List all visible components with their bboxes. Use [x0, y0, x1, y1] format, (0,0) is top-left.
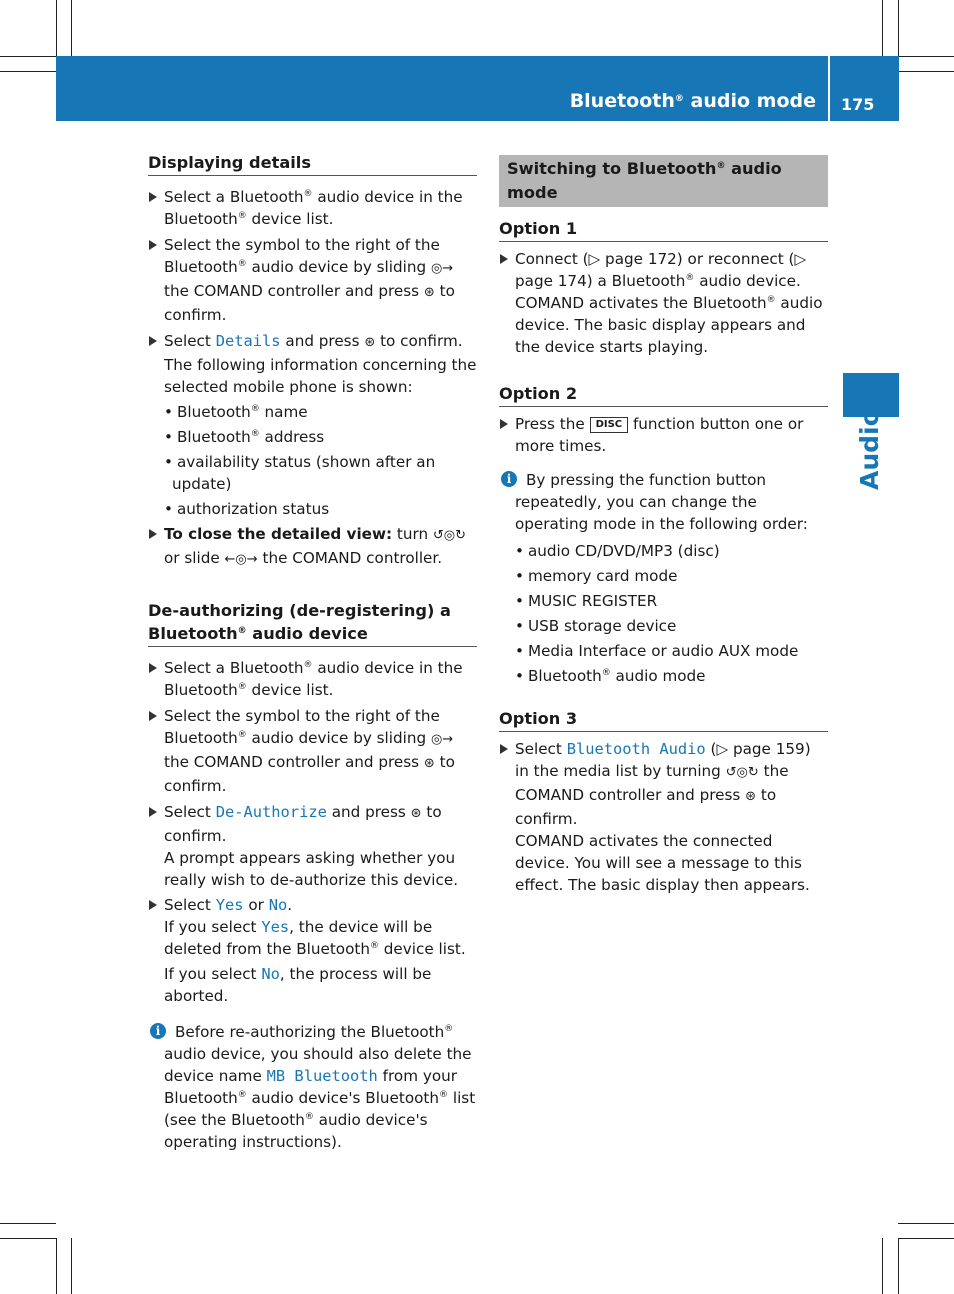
- crop-mark: [0, 71, 56, 72]
- crop-mark: [898, 0, 899, 56]
- section-label: Audio: [855, 409, 884, 490]
- step: To close the detailed view: turn ↺◎↻ or slide ←◎→ the COMAND controller.: [148, 523, 477, 571]
- step: Select a Bluetooth® audio device in the Bluetooth® device list.: [148, 186, 477, 230]
- list-item: • memory card mode: [499, 565, 828, 587]
- list-item: • availability status (shown after an update): [148, 451, 477, 495]
- info-note: i By pressing the function button repeatedly, you can change the operating mode in the following order:: [499, 469, 828, 535]
- list-item: • audio CD/DVD/MP3 (disc): [499, 540, 828, 562]
- list-item: • Bluetooth® address: [148, 426, 477, 448]
- displaying-details-heading: Displaying details: [148, 151, 477, 176]
- step: Select Details and press ⊛ to confirm. The following information concerning the selected mobile phone is shown:: [148, 330, 477, 398]
- crop-mark: [0, 1238, 56, 1239]
- list-item: • Bluetooth® audio mode: [499, 665, 828, 687]
- mode-list: [499, 540, 828, 662]
- crop-mark: [56, 0, 57, 56]
- crop-mark: [0, 56, 56, 57]
- header-separator: [828, 56, 830, 121]
- info-icon: i: [150, 1023, 166, 1039]
- crop-mark: [71, 1238, 72, 1294]
- list-item: • Bluetooth® name: [148, 401, 477, 423]
- option-3-heading: Option 3: [499, 707, 828, 732]
- step: Select De-Authorize and press ⊛ to confirm. A prompt appears asking whether you really wish to de-authorize this device.: [148, 801, 477, 891]
- crop-mark: [898, 1223, 954, 1224]
- crop-mark: [882, 0, 883, 56]
- crop-mark: [898, 71, 954, 72]
- switching-heading: Switching to Bluetooth® audio mode: [499, 155, 828, 207]
- list-item: • authorization status: [148, 498, 477, 520]
- right-column: [499, 155, 828, 896]
- list-item: • Media Interface or audio AUX mode: [499, 640, 828, 662]
- page-number: 175: [841, 95, 875, 114]
- crop-mark: [56, 1238, 57, 1294]
- crop-mark: [898, 56, 954, 57]
- step: Select the symbol to the right of the Bluetooth® audio device by sliding ◎→ the COMAND controller and press ⊛ to confirm.: [148, 234, 477, 326]
- step: Select Bluetooth Audio (▷ page 159) in the media list by turning ↺◎↻ the COMAND controller and press ⊛ to confirm. COMAND activates the connected device. You will see a message to this effect. The basic display then appears.: [499, 738, 828, 896]
- de-authorizing-heading: De-authorizing (de-registering) a Bluetooth® audio device: [148, 599, 477, 647]
- left-column: [148, 151, 477, 1153]
- info-icon: i: [501, 471, 517, 487]
- crop-mark: [882, 1238, 883, 1294]
- crop-mark: [0, 1223, 56, 1224]
- step: Press the DISC function button one or more times.: [499, 413, 828, 457]
- step: Connect (▷ page 172) or reconnect (▷ page 174) a Bluetooth® audio device. COMAND activates the Bluetooth® audio device. The basic display appears and the device starts playing.: [499, 248, 828, 358]
- disc-key: DISC: [590, 417, 629, 433]
- step: Select Yes or No. If you select Yes, the device will be deleted from the Bluetooth® device list. If you select No, the process will be aborted.: [148, 894, 477, 1007]
- info-note: i Before re-authorizing the Bluetooth® audio device, you should also delete the device name MB Bluetooth from your Bluetooth® audio device's Bluetooth® list (see the Bluetooth® audio device's operating instructions).: [148, 1021, 477, 1153]
- crop-mark: [71, 0, 72, 56]
- step: Select a Bluetooth® audio device in the Bluetooth® device list.: [148, 657, 477, 701]
- list-item: • MUSIC REGISTER: [499, 590, 828, 612]
- page-title: Bluetooth® audio mode: [569, 90, 816, 112]
- crop-mark: [898, 1238, 899, 1294]
- crop-mark: [898, 1238, 954, 1239]
- list-item: • USB storage device: [499, 615, 828, 637]
- option-1-heading: Option 1: [499, 217, 828, 242]
- step: Select the symbol to the right of the Bluetooth® audio device by sliding ◎→ the COMAND controller and press ⊛ to confirm.: [148, 705, 477, 797]
- option-2-heading: Option 2: [499, 382, 828, 407]
